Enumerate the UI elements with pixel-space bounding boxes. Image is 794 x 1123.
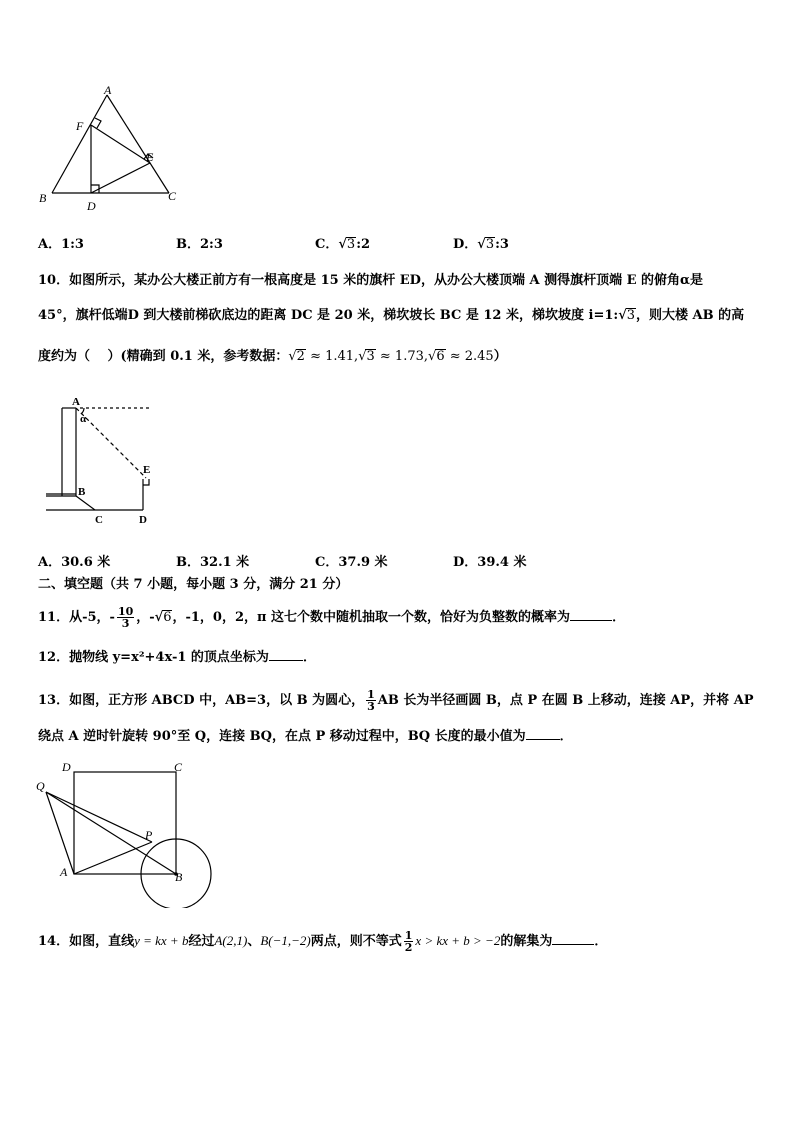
- q11-end: ．: [612, 610, 626, 625]
- q11-radicand: 6: [163, 610, 172, 625]
- q14-math-inequality: x > kx + b > −2: [415, 933, 501, 948]
- q14-answer-blank[interactable]: [552, 932, 594, 945]
- q14-part-3: 、: [247, 934, 261, 949]
- q14-math-line-eq: y = kx + b: [134, 933, 189, 948]
- q14-end: ．: [594, 934, 608, 949]
- q13-end: ．: [559, 729, 573, 744]
- q9-option-d-prefix: D．: [453, 237, 478, 252]
- q10-ref-2-radicand: 3: [366, 349, 375, 364]
- q9-label-f: F: [76, 119, 84, 133]
- q10-ref-3-radicand: 6: [436, 349, 445, 364]
- q10-label-e: E: [143, 464, 151, 476]
- q11-suffix: ，-1，0，2，π 这七个数中随机抽取一个数，恰好为负整数的概率为: [172, 610, 571, 625]
- q10-line-3-suffix: ）: [493, 349, 507, 364]
- q10-option-c: C．37.9 米: [315, 555, 388, 570]
- q14-frac-num: 1: [404, 929, 413, 942]
- q12-text: 12．抛物线 y=x²+4x-1 的顶点坐标为: [38, 650, 269, 665]
- q9-option-c-prefix: C．: [315, 237, 339, 252]
- q13-line-2-text: 绕点 A 逆时针旋转 90°至 Q，连接 BQ，在点 P 移动过程中，BQ 长度的最小值为: [38, 729, 526, 744]
- q10-line-2: 45°，旗杆低端D 到大楼前梯砍底边的距离 DC 是 20 米，梯坎坡长 BC 是 12 米，梯坎坡度 i=1:√3，则大楼 AB 的高: [38, 308, 745, 323]
- q9-option-d-radicand: 3: [485, 237, 495, 252]
- q13-label-q: Q: [36, 779, 45, 793]
- q10-ref-3-value: ≈ 2.45: [445, 349, 494, 364]
- q9-option-c: C．√3:2: [315, 237, 371, 252]
- q10-label-a: A: [72, 396, 80, 408]
- q11-mid: ，-: [136, 610, 155, 625]
- q14-line: [38, 930, 607, 953]
- q10-label-c: C: [95, 514, 103, 526]
- q9-option-c-suffix: :2: [356, 237, 371, 252]
- q10-line-3-prefix: 度约为（ ）(精确到 0.1 米，参考数据：: [38, 349, 289, 364]
- q13-frac-den: 3: [367, 700, 375, 713]
- q9-figure: [36, 84, 186, 214]
- q10-label-d: D: [139, 514, 147, 526]
- q14-math-point-a: A(2,1): [214, 933, 248, 948]
- q14-math-point-b: B(−1,−2): [260, 933, 311, 948]
- q13-line-1-prefix: 13．如图，正方形 ABCD 中，AB=3，以 B 为圆心，: [38, 693, 365, 708]
- q13-label-a: A: [60, 865, 68, 879]
- q10-option-d: D．39.4 米: [453, 555, 527, 570]
- q13-label-c: C: [174, 760, 183, 774]
- q13-fraction: [366, 689, 376, 712]
- q14-part-5: 的解集为: [500, 934, 553, 949]
- q9-label-b: B: [39, 191, 47, 205]
- section-2-title: 二、填空题（共 7 小题，每小题 3 分，满分 21 分）: [38, 577, 349, 592]
- q14-part-1: 14．如图，直线: [38, 934, 135, 949]
- q13-label-b: B: [175, 870, 183, 884]
- q9-option-d-suffix: :3: [495, 237, 509, 252]
- q13-line-1: [38, 689, 754, 712]
- q9-option-c-radicand: 3: [346, 237, 356, 252]
- q10-line-3: 度约为（ ）(精确到 0.1 米，参考数据：√2 ≈ 1.41,√3 ≈ 1.73,√6 ≈ 2.45）: [38, 349, 507, 364]
- q13-answer-blank[interactable]: [526, 727, 560, 740]
- q11-fraction: [117, 606, 134, 629]
- q10-label-alpha: α: [80, 413, 87, 425]
- q10-slope-radicand: 3: [626, 308, 636, 323]
- q13-figure: [34, 756, 218, 908]
- q9-label-e: E: [146, 150, 154, 164]
- q11-answer-blank[interactable]: [570, 608, 612, 621]
- q10-line-2-prefix: 45°，旗杆低端D 到大楼前梯砍底边的距离 DC 是 20 米，梯坎坡长 BC 是 12 米，梯坎坡度 i=1:: [38, 308, 619, 323]
- q10-line-2-suffix: ，则大楼 AB 的高: [636, 308, 745, 323]
- q11-prefix: 11．从-5，-: [38, 610, 115, 625]
- q9-option-d: D．√3:3: [453, 237, 509, 252]
- q12-line: [38, 648, 316, 668]
- q10-label-b: B: [78, 486, 86, 498]
- q9-option-a: A．1:3: [38, 237, 84, 252]
- q10-option-a: A．30.6 米: [38, 555, 111, 570]
- q14-frac-den: 2: [404, 941, 413, 954]
- q14-fraction: [404, 930, 414, 953]
- q13-frac-num: 1: [367, 688, 375, 701]
- q10-ref-1-radicand: 2: [296, 349, 305, 364]
- q13-line-2: [38, 727, 573, 747]
- q10-line-1: 10．如图所示，某办公大楼正前方有一根高度是 15 米的旗杆 ED，从办公大楼顶端 A 测得旗杆顶端 E 的俯角α是: [38, 273, 704, 288]
- q13-label-p: P: [145, 828, 153, 842]
- q12-answer-blank[interactable]: [269, 648, 303, 661]
- q12-end: ．: [302, 650, 316, 665]
- q13-line-1-suffix: AB 长为半径画圆 B，点 P 在圆 B 上移动，连接 AP，并将 AP: [377, 693, 754, 708]
- q11-frac-den: 3: [121, 617, 130, 630]
- q14-part-2: 经过: [188, 934, 215, 949]
- q9-label-a: A: [104, 84, 112, 97]
- q9-option-b: B．2:3: [176, 237, 223, 252]
- q10-ref-2-value: ≈ 1.73,: [375, 349, 429, 364]
- q10-figure: [40, 392, 160, 528]
- q10-option-b: B．32.1 米: [176, 555, 250, 570]
- q13-label-d: D: [62, 760, 71, 774]
- q10-ref-1-value: ≈ 1.41,: [305, 349, 359, 364]
- q14-part-4: 两点，则不等式: [310, 934, 402, 949]
- q11-frac-num: 10: [117, 605, 134, 618]
- q9-label-c: C: [168, 189, 177, 203]
- q9-label-d: D: [87, 199, 96, 213]
- q11-line: 11．从-5，- $\frac{10}{3}$ ，-√6，-1，0，2，π 这七个数中随机抽取一个数，恰好为负整数的概率为 ．: [38, 605, 626, 630]
